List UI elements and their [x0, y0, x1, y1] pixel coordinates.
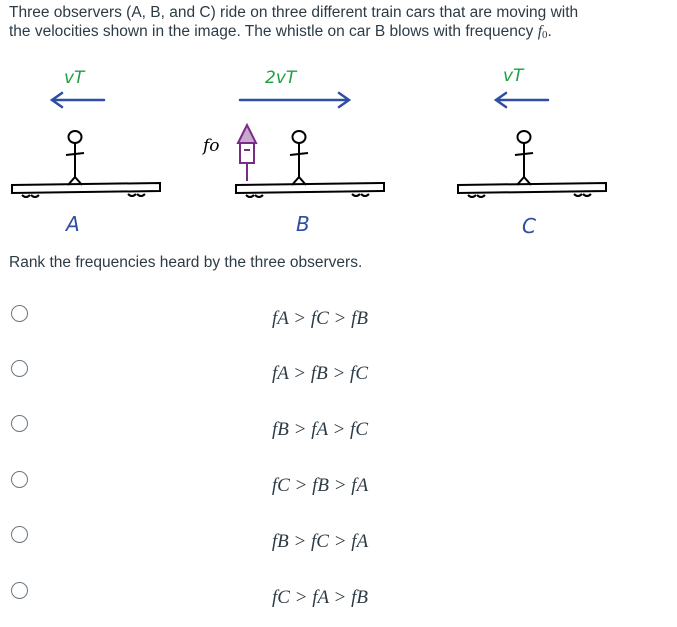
answer-radio[interactable]: [11, 360, 28, 377]
car-b-velocity-label: 2vT: [265, 68, 297, 88]
car-b-velocity-arrow: [240, 93, 349, 107]
whistle-icon: [238, 125, 256, 181]
frequency-symbol: $f_0$: [537, 23, 548, 41]
car-c-observer: [515, 131, 533, 185]
answer-label: fA > fC > fB: [271, 308, 369, 329]
car-a-velocity-arrow: [52, 93, 104, 107]
answer-radio[interactable]: [11, 305, 28, 322]
car-c-velocity-arrow: [496, 93, 548, 107]
rank-prompt: Rank the frequencies heard by the three observers.: [9, 254, 363, 271]
car-b-observer: [290, 131, 308, 185]
whistle-frequency-label: fo: [203, 136, 220, 156]
answer-option[interactable]: [0, 397, 677, 453]
answer-label: fA > fB > fC: [271, 363, 369, 384]
car-a-observer: [66, 131, 84, 185]
car-a-velocity-label: vT: [64, 68, 85, 88]
question-line-2: the velocities shown in the image. The whistle on car B blows with frequency: [9, 23, 538, 40]
car-c-velocity-label: vT: [503, 66, 524, 86]
car-b-train-car: [236, 183, 384, 197]
answer-radio[interactable]: [11, 471, 28, 488]
answer-label: fC > fB > fA: [271, 475, 369, 496]
answer-radio[interactable]: [11, 415, 28, 432]
car-b: [201, 68, 384, 236]
question-text: Three observers (A, B, and C) ride on three different train cars that are moving with the velocities shown in the image. The whistle on car B blows with frequency $f_0$.: [9, 4, 579, 41]
answer-label: fB > fC > fA: [271, 531, 369, 552]
answer-option[interactable]: [0, 341, 677, 397]
answer-option[interactable]: [0, 509, 677, 565]
car-a-letter: A: [66, 212, 80, 236]
answer-radio[interactable]: [11, 526, 28, 543]
train-diagram: [0, 55, 677, 245]
answer-option[interactable]: [0, 453, 677, 509]
car-c: [458, 66, 606, 238]
car-a: [12, 68, 160, 236]
car-c-letter: C: [522, 214, 536, 238]
answer-label: fB > fA > fC: [271, 419, 369, 440]
car-c-train-car: [458, 183, 606, 197]
answer-radio[interactable]: [11, 582, 28, 599]
car-b-letter: B: [296, 212, 310, 236]
answer-option[interactable]: [0, 285, 677, 341]
car-a-train-car: [12, 183, 160, 197]
answer-label: fC > fA > fB: [271, 587, 369, 608]
question-line-1: Three observers (A, B, and C) ride on three different train cars that are moving with: [9, 4, 579, 21]
answer-option[interactable]: [0, 565, 677, 621]
